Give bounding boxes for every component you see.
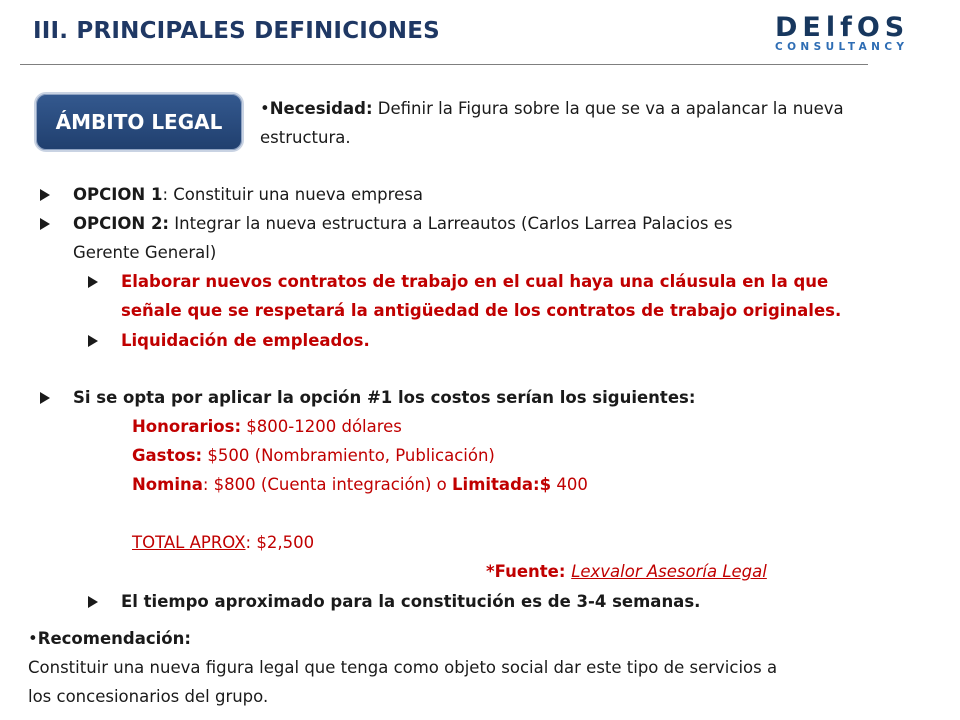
necesidad-label: Necesidad: (269, 99, 373, 118)
fuente-note (486, 558, 767, 586)
option-2-text: Integrar la nueva estructura a Larreautos (Carlos Larrea Palacios es (169, 214, 733, 233)
option-2-line-2: Gerente General) (73, 243, 217, 262)
recomendacion-line-2: los concesionarios del grupo. (28, 687, 269, 706)
arrow-bullet-icon (40, 189, 50, 201)
cost-total (132, 529, 314, 557)
gastos-label: Gastos: (132, 446, 203, 465)
arrow-bullet-icon (40, 392, 50, 404)
bullet: • (260, 99, 270, 118)
arrow-bullet-icon (88, 276, 98, 288)
badge-label: ÁMBITO LEGAL (55, 110, 223, 134)
recomendacion-label: Recomendación: (37, 629, 191, 648)
option-1 (73, 181, 423, 209)
sub-item-contratos-2: señale que se respetará la antigüedad de los contratos de trabajo originales. (121, 301, 842, 320)
necesidad-line-2: estructura. (260, 128, 351, 147)
recomendacion-heading (28, 625, 191, 653)
limitada-value: 400 (551, 475, 588, 494)
arrow-bullet-icon (40, 218, 50, 230)
necesidad-line-1 (260, 95, 844, 123)
nomina-label: Nomina (132, 475, 203, 494)
cost-gastos (132, 442, 495, 470)
option-1-text: : Constituir una nueva empresa (162, 185, 423, 204)
option-1-label: OPCION 1 (73, 185, 163, 204)
page-title: III. PRINCIPALES DEFINICIONES (33, 18, 440, 44)
arrow-bullet-icon (88, 335, 98, 347)
total-label: TOTAL APROX (132, 533, 246, 552)
costs-intro: Si se opta por aplicar la opción #1 los costos serían los siguientes: (73, 388, 696, 407)
cost-nomina (132, 471, 588, 499)
gastos-value: $500 (Nombramiento, Publicación) (202, 446, 495, 465)
tiempo-constitucion: El tiempo aproximado para la constitución es de 3-4 semanas. (121, 592, 701, 611)
honorarios-value: $800-1200 dólares (241, 417, 402, 436)
necesidad-text: Definir la Figura sobre la que se va a apalancar la nueva (372, 99, 844, 118)
logo-subtitle: CONSULTANCY (775, 41, 909, 53)
fuente-source: Lexvalor Asesoría Legal (571, 562, 767, 581)
cost-honorarios (132, 413, 402, 441)
sub-item-contratos-1: Elaborar nuevos contratos de trabajo en el cual haya una cláusula en la que (121, 272, 829, 291)
limitada-label: Limitada:$ (452, 475, 552, 494)
sub-item-liquidacion: Liquidación de empleados. (121, 331, 370, 350)
bullet: • (28, 629, 38, 648)
nomina-value: : $800 (Cuenta integración) o (202, 475, 453, 494)
header-divider (20, 64, 868, 65)
option-2-label: OPCION 2: (73, 214, 170, 233)
ambito-legal-badge (34, 92, 244, 152)
total-value: : $2,500 (245, 533, 315, 552)
honorarios-label: Honorarios: (132, 417, 242, 436)
logo-wordmark: DElfOS (775, 12, 910, 43)
arrow-bullet-icon (88, 596, 98, 608)
recomendacion-line-1: Constituir una nueva figura legal que tenga como objeto social dar este tipo de servicios a (28, 658, 778, 677)
option-2 (73, 210, 733, 238)
delfos-logo (775, 12, 910, 54)
fuente-star: *Fuente: (486, 562, 572, 581)
